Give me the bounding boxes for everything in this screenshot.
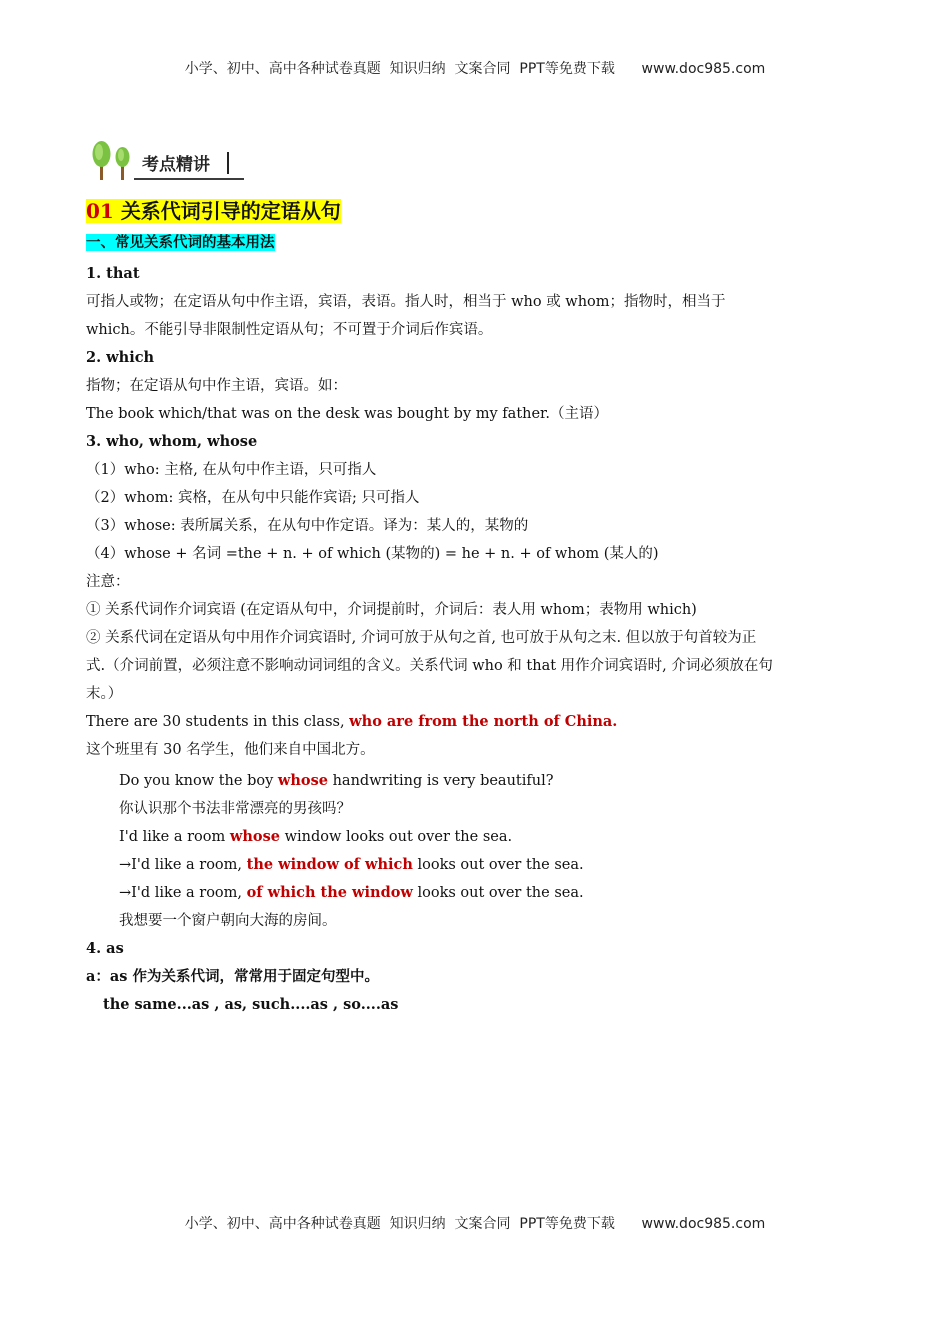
example-line: I'd like a room whose window looks out over the sea. bbox=[119, 828, 513, 845]
highlighted-phrase: whose bbox=[229, 828, 280, 845]
text-line: 可指人或物；在定语从句中作主语，宾语，表语。指人时，相当于 who 或 whom；指物时，相当于 bbox=[86, 294, 726, 310]
example-translation: 这个班里有 30 名学生，他们来自中国北方。 bbox=[86, 742, 375, 758]
text-line: the same...as , as, such....as , so....as bbox=[103, 996, 399, 1013]
item-heading-that: 1. that bbox=[86, 265, 140, 282]
note-line: 式.（介词前置，必须注意不影响动词词组的含义。关系代词 who 和 that 用作介词宾语时, 介词必须放在句 bbox=[86, 658, 773, 674]
highlighted-phrase: who are from the north of China. bbox=[349, 713, 618, 730]
highlighted-phrase: whose bbox=[277, 772, 328, 789]
tree-icon bbox=[86, 138, 136, 182]
text-line: which。不能引导非限制性定语从句；不可置于介词后作宾语。 bbox=[86, 322, 493, 338]
note-label: 注意： bbox=[86, 574, 130, 590]
text-cursor bbox=[227, 152, 229, 174]
example-line: There are 30 students in this class, who are from the north of China. bbox=[86, 713, 618, 730]
page-header: 小学、初中、高中各种试卷真题 知识归纳 文案合同 PPT等免费下载 www.doc985.com bbox=[184, 61, 766, 77]
subsection-title: 一、常见关系代词的基本用法 bbox=[86, 234, 275, 251]
text-line: The book which/that was on the desk was bought by my father.（主语） bbox=[86, 406, 609, 422]
example-line: →I'd like a room, the window of which looks out over the sea. bbox=[119, 856, 584, 873]
text-line: （2）whom: 宾格，在从句中只能作宾语; 只可指人 bbox=[86, 490, 420, 506]
text-line: a：as 作为关系代词，常常用于固定句型中。 bbox=[86, 968, 380, 985]
example-translation: 你认识那个书法非常漂亮的男孩吗？ bbox=[119, 801, 351, 817]
highlighted-phrase: the window of which bbox=[246, 856, 413, 873]
example-line: Do you know the boy whose handwriting is very beautiful? bbox=[119, 772, 554, 789]
text-line: （4）whose + 名词 =the + n. + of which (某物的) = he + n. + of whom (某人的) bbox=[86, 546, 659, 562]
note-line: ① 关系代词作介词宾语 (在定语从句中，介词提前时，介词后：表人用 whom；表物用 which) bbox=[86, 602, 697, 618]
section-banner bbox=[86, 138, 246, 184]
text-line: （1）who: 主格, 在从句中作主语，只可指人 bbox=[86, 462, 377, 478]
page-footer: 小学、初中、高中各种试卷真题 知识归纳 文案合同 PPT等免费下载 www.doc985.com bbox=[184, 1216, 766, 1232]
item-heading-which: 2. which bbox=[86, 349, 155, 366]
highlighted-phrase: of which the window bbox=[246, 884, 413, 901]
banner-underline bbox=[134, 178, 244, 180]
item-heading-who: 3. who, whom, whose bbox=[86, 433, 258, 450]
item-heading-as: 4. as bbox=[86, 940, 124, 957]
section-title-text: 关系代词引导的定语从句 bbox=[120, 199, 341, 223]
section-number: 01 bbox=[86, 199, 114, 223]
example-line: →I'd like a room, of which the window looks out over the sea. bbox=[119, 884, 584, 901]
banner-title: 考点精讲 bbox=[142, 155, 210, 175]
note-line: 末。） bbox=[86, 686, 123, 702]
section-title bbox=[86, 196, 866, 226]
note-line: ② 关系代词在定语从句中用作介词宾语时, 介词可放于从句之首, 也可放于从句之末. 但以放于句首较为正 bbox=[86, 630, 757, 646]
document-body bbox=[86, 196, 866, 1019]
text-line: （3）whose: 表所属关系，在从句中作定语。译为：某人的，某物的 bbox=[86, 518, 529, 534]
example-translation: 我想要一个窗户朝向大海的房间。 bbox=[119, 913, 337, 929]
text-line: 指物；在定语从句中作主语，宾语。如： bbox=[86, 378, 347, 394]
